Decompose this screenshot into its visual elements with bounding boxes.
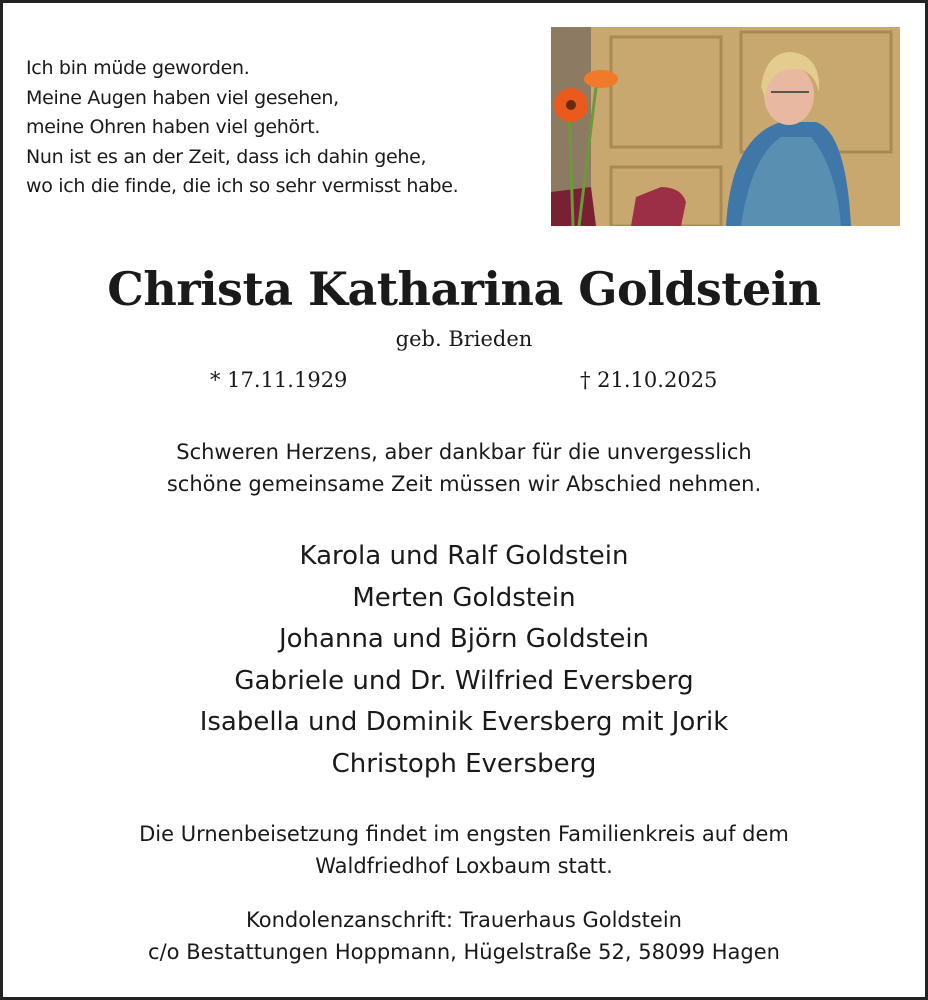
birth-name: geb. Brieden [395,327,533,351]
info-line: Die Urnenbeisetzung findet im engsten Familienkreis auf dem [139,822,789,846]
family-member: Karola und Ralf Goldstein [299,541,629,571]
family-member: Gabriele und Dr. Wilfried Eversberg [234,665,694,696]
address-line: c/o Bestattungen Hoppmann, Hügelstraße 52, 58099 Hagen [148,940,780,964]
info-line: Waldfriedhof Loxbaum statt. [315,854,613,878]
burial-info [0,818,928,882]
death-date: † 21.10.2025 [580,368,718,392]
poem-line: meine Ohren haben viel gehört. [26,116,321,138]
deceased-name: Christa Katharina Goldstein [107,262,821,316]
family-member: Merten Goldstein [352,582,576,613]
poem-line: wo ich die finde, die ich so sehr vermisst habe. [26,175,459,197]
message-line: schöne gemeinsame Zeit müssen wir Abschied nehmen. [166,472,762,496]
condolence-address [0,904,928,968]
family-member: Christoph Eversberg [331,748,597,779]
farewell-message [0,436,928,500]
message-line: Schweren Herzens, aber dankbar für die unvergesslich [176,440,752,464]
poem-line: Nun ist es an der Zeit, dass ich dahin gehe, [26,145,427,168]
birth-date: * 17.11.1929 [210,368,348,392]
address-line: Kondolenzanschrift: Trauerhaus Goldstein [246,908,682,932]
family-member: Johanna und Björn Goldstein [278,624,650,654]
poem [26,54,458,202]
portrait-photo [551,27,900,226]
poem-line: Meine Augen haben viel gesehen, [26,86,339,109]
poem-line: Ich bin müde geworden. [26,57,250,79]
family-member: Isabella und Dominik Eversberg mit Jorik [199,707,729,737]
family-list [0,536,928,785]
